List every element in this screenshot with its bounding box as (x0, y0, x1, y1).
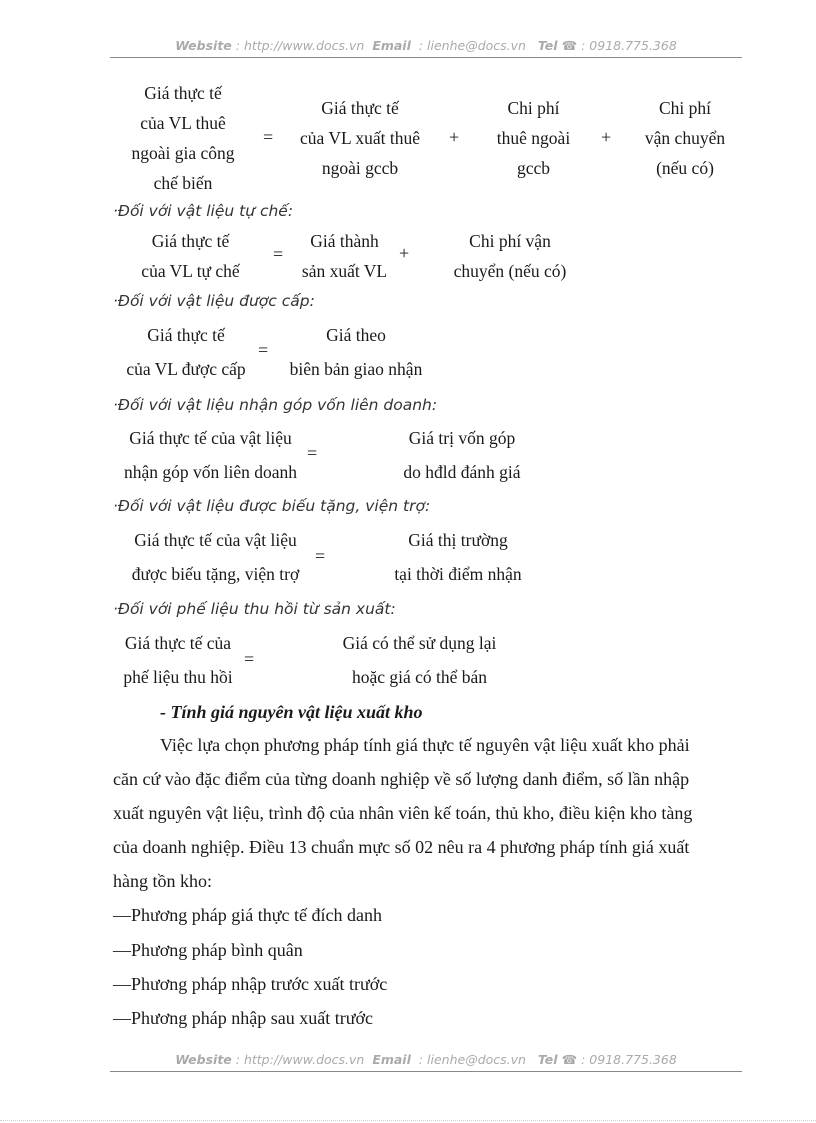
email-value[interactable]: : lienhe@docs.vn (418, 38, 526, 53)
formula1-equals: = (263, 127, 274, 147)
page-break-line (0, 1120, 816, 1121)
footer-tel-value: : 0918.775.368 (581, 1052, 677, 1067)
website-label: Website (175, 38, 232, 53)
footer-rule (110, 1071, 742, 1072)
formula6-lhs: Giá thực tế của phế liệu thu hồi (123, 633, 233, 687)
method-item-4: —Phương pháp nhập sau xuất trước (113, 1008, 374, 1028)
footer-phone-icon: ☎ (561, 1052, 578, 1067)
footer-tel-label: Tel (537, 1052, 558, 1067)
category-allocated: ·Đối với vật liệu được cấp: (113, 292, 315, 310)
footer-email-value[interactable]: : lienhe@docs.vn (418, 1052, 526, 1067)
paragraph-line-2: căn cứ vào đặc điểm của từng doanh nghiệp về số lượng danh điểm, số lần nhập (113, 769, 690, 789)
formula3-equals: = (258, 340, 269, 360)
formula5-rhs: Giá thị trường tại thời điểm nhận (394, 530, 522, 584)
formula1-term3: Chi phí vận chuyển (nếu có) (644, 98, 726, 178)
category-self-made: ·Đối với vật liệu tự chế: (113, 202, 294, 220)
paragraph-line-3: xuất nguyên vật liệu, trình độ của nhân viên kế toán, thủ kho, điều kiện kho tàng (113, 803, 693, 823)
formula1-plus1: + (449, 127, 460, 147)
paragraph-line-1: Việc lựa chọn phương pháp tính giá thực tế nguyên vật liệu xuất kho phải (160, 735, 690, 755)
phone-icon: ☎ (561, 38, 578, 53)
section-heading: - Tính giá nguyên vật liệu xuất kho (160, 702, 423, 722)
header-rule (110, 57, 742, 58)
page-footer (0, 1052, 816, 1067)
formula6-rhs: Giá có thể sử dụng lại hoặc giá có thể bán (342, 633, 497, 687)
category-donated: ·Đối với vật liệu được biếu tặng, viện trợ: (113, 497, 431, 515)
footer-website-label: Website (175, 1052, 232, 1067)
method-item-1: —Phương pháp giá thực tế đích danh (113, 905, 382, 925)
footer-website-url[interactable]: : http://www.docs.vn (235, 1052, 365, 1067)
method-item-2: —Phương pháp bình quân (113, 940, 303, 960)
formula5-equals: = (315, 546, 326, 566)
formula3-rhs: Giá theo biên bản giao nhận (289, 325, 423, 379)
formula1-plus2: + (601, 127, 612, 147)
formula4-rhs: Giá trị vốn góp do hđld đánh giá (403, 428, 521, 482)
formula2-lhs: Giá thực tế của VL tự chế (141, 231, 240, 281)
footer-email-label: Email (372, 1052, 411, 1067)
formula2-plus: + (399, 243, 410, 263)
formula1-lhs: Giá thực tế của VL thuê ngoài gia công chế biến (131, 83, 235, 193)
formula4-lhs: Giá thực tế của vật liệu nhận góp vốn liên doanh (123, 428, 298, 482)
page-header (0, 38, 816, 53)
paragraph-line-4: của doanh nghiệp. Điều 13 chuẩn mực số 02 nêu ra 4 phương pháp tính giá xuất (113, 837, 690, 857)
formula3-lhs: Giá thực tế của VL được cấp (126, 325, 246, 379)
email-label: Email (372, 38, 411, 53)
formula2-term1: Giá thành sản xuất VL (301, 231, 388, 281)
formula2-term2: Chi phí vận chuyển (nếu có) (453, 231, 567, 281)
formula2-equals: = (273, 244, 284, 264)
formula4-equals: = (307, 443, 318, 463)
website-url[interactable]: : http://www.docs.vn (235, 38, 365, 53)
paragraph-line-5: hàng tồn kho: (113, 871, 212, 891)
formula1-term1: Giá thực tế của VL xuất thuê ngoài gccb (299, 98, 421, 178)
formula1-term2: Chi phí thuê ngoài gccb (496, 98, 571, 178)
formula6-equals: = (244, 649, 255, 669)
formula5-lhs: Giá thực tế của vật liệu được biếu tặng, viện trợ (131, 530, 300, 584)
category-scrap: ·Đối với phế liệu thu hồi từ sản xuất: (113, 600, 396, 618)
category-joint-venture: ·Đối với vật liệu nhận góp vốn liên doanh: (113, 396, 438, 414)
tel-value: : 0918.775.368 (581, 38, 677, 53)
method-item-3: —Phương pháp nhập trước xuất trước (113, 974, 388, 994)
tel-label: Tel (537, 38, 558, 53)
